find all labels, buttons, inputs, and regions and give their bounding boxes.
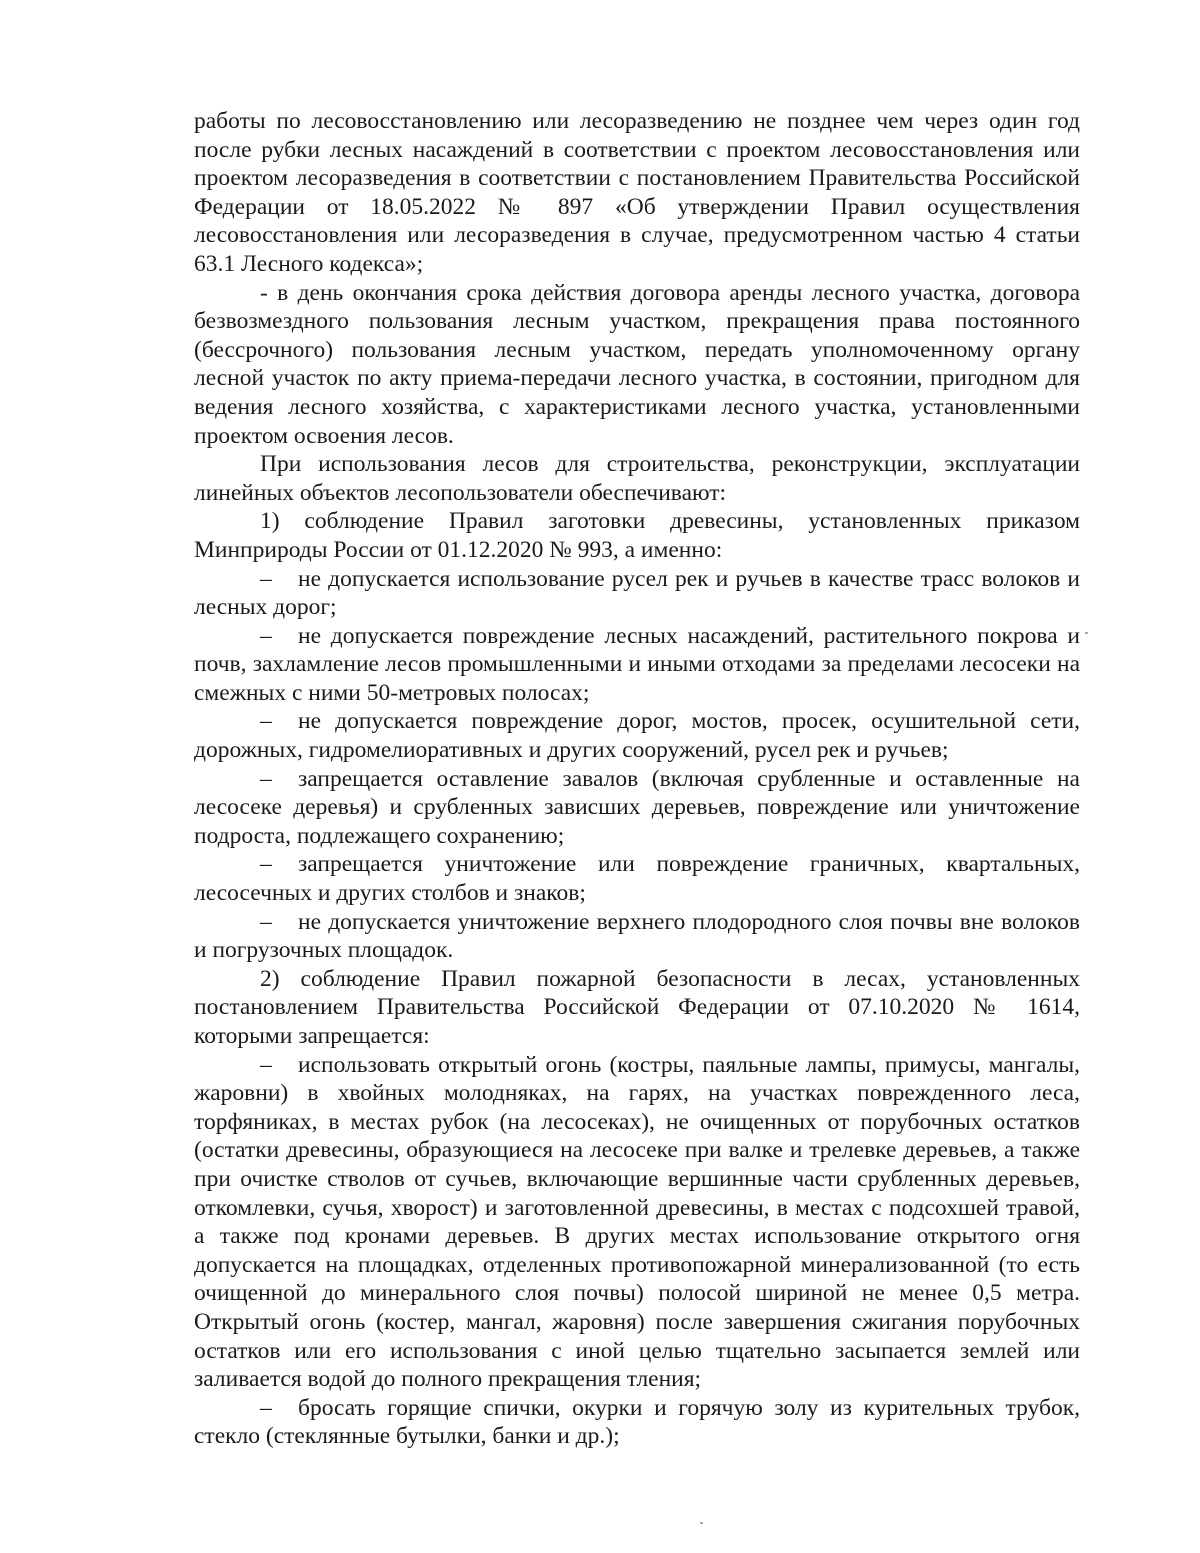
list-item-open-fire [194,1051,1080,1394]
list-item-text: запрещается уничтожение или повреждение граничных, квартальных, лесосечных и других столбов и знаков; [194,851,1080,907]
dash-marker: – [260,565,272,592]
paragraph-fire-safety-heading: 2) соблюдение Правил пожарной безопасности в лесах, установленных постановлением Правительства Российской Федерации от 07.10.2020 № 1614, которыми запрещается: [194,965,1080,1049]
list-item-text: бросать горящие спички, окурки и горячую золу из курительных трубок, стекло (стеклянные бутылки, банки и др.); [194,1394,1080,1450]
dash-marker: – [260,851,272,878]
list-item-boundary-posts [194,850,1080,907]
list-item-riverbeds [194,565,1080,622]
list-item-text: не допускается повреждение дорог, мостов, просек, осушительной сети, дорожных, гидромелиоративных и других сооружений, русел рек и ручьев; [194,708,1080,764]
paragraph-logging-rules-heading: 1) соблюдение Правил заготовки древесины, установленных приказом Минприроды России от 01.12.2020 № 993, а именно: [194,508,1080,563]
paragraph-lease-termination-transfer: - в день окончания срока действия договора аренды лесного участка, договора безвозмездного пользования лесным участком, прекращения права постоянного (бессрочного) пользования лесным участком, передать уполномоченному органу лесной участок по акту приема-передачи лесного участка, в состоянии, пригодном для ведения лесного хозяйства, с характеристиками лесного участка, установленными проектом освоения лесов. [194,279,1080,449]
dash-marker: – [260,622,272,649]
document-page [194,107,1080,1451]
list-item-plantation-damage [194,622,1080,708]
list-item-text: не допускается повреждение лесных насаждений, растительного покрова и почв, захламление лесов промышленными и иными отходами за пределами лесосеки на смежных с ними 50-метровых полосах; [194,622,1080,706]
paragraph-reforestation-deadline: работы по лесовосстановлению или лесоразведению не позднее чем через один год после рубки лесных насаждений в соответствии с проектом лесовосстановления или проектом лесоразведения в соответствии с постановлением Правительства Российской Федерации от 18.05.2022 № 897 «Об утверждении Правил осуществления лесовосстановления или лесоразведения в случае, предусмотренном частью 4 статьи 63.1 Лесного кодекса»; [194,108,1080,277]
scan-speck [1085,632,1088,634]
scan-speck [700,1522,703,1524]
list-item-text: использовать открытый огонь (костры, паяльные лампы, примусы, мангалы, жаровни) в хвойных молодняках, на гарях, на участках поврежденного леса, торфяниках, в местах рубок (на лесосеках), не очищенных от порубочных остатков (остатки древесины, образующиеся на лесосеке при валке и трелевке деревьев, а также при очистке стволов от сучьев, включающие вершинные части срубленных деревьев, откомлевки, сучья, хворост) и заготовленной древесины, в местах с подсохшей травой, а также под кронами деревьев. В других местах использование открытого огня допускается на площадках, отделенных противопожарной минерализованной (то есть очищенной до минерального слоя почвы) полосой шириной не менее 0,5 метра. Открытый огонь (костер, мангал, жаровня) после завершения сжигания порубочных остатков или его использования с иной целью тщательно засыпается землей или заливается водой до полного прекращения тления; [194,1051,1080,1393]
list-item-debris [194,765,1080,851]
list-item-text: не допускается использование русел рек и ручьев в качестве трасс волоков и лесных дорог; [194,565,1080,621]
list-item-road-damage [194,707,1080,764]
list-item-text: запрещается оставление завалов (включая срубленные и оставленные на лесосеке деревья) и срубленных зависших деревьев, повреждение или уничтожение подроста, подлежащего сохранению; [194,765,1080,849]
dash-marker: – [260,908,272,935]
list-item-topsoil [194,908,1080,965]
dash-marker: – [260,765,272,792]
dash-marker: – [260,1051,272,1078]
paragraph-linear-objects-intro: При использования лесов для строительства, реконструкции, эксплуатации линейных объектов лесопользователи обеспечивают: [194,451,1080,506]
dash-marker: – [260,1394,272,1421]
list-item-text: не допускается уничтожение верхнего плодородного слоя почвы вне волоков и погрузочных площадок. [194,908,1080,964]
list-item-matches-cigarettes [194,1394,1080,1451]
dash-marker: – [260,708,272,735]
